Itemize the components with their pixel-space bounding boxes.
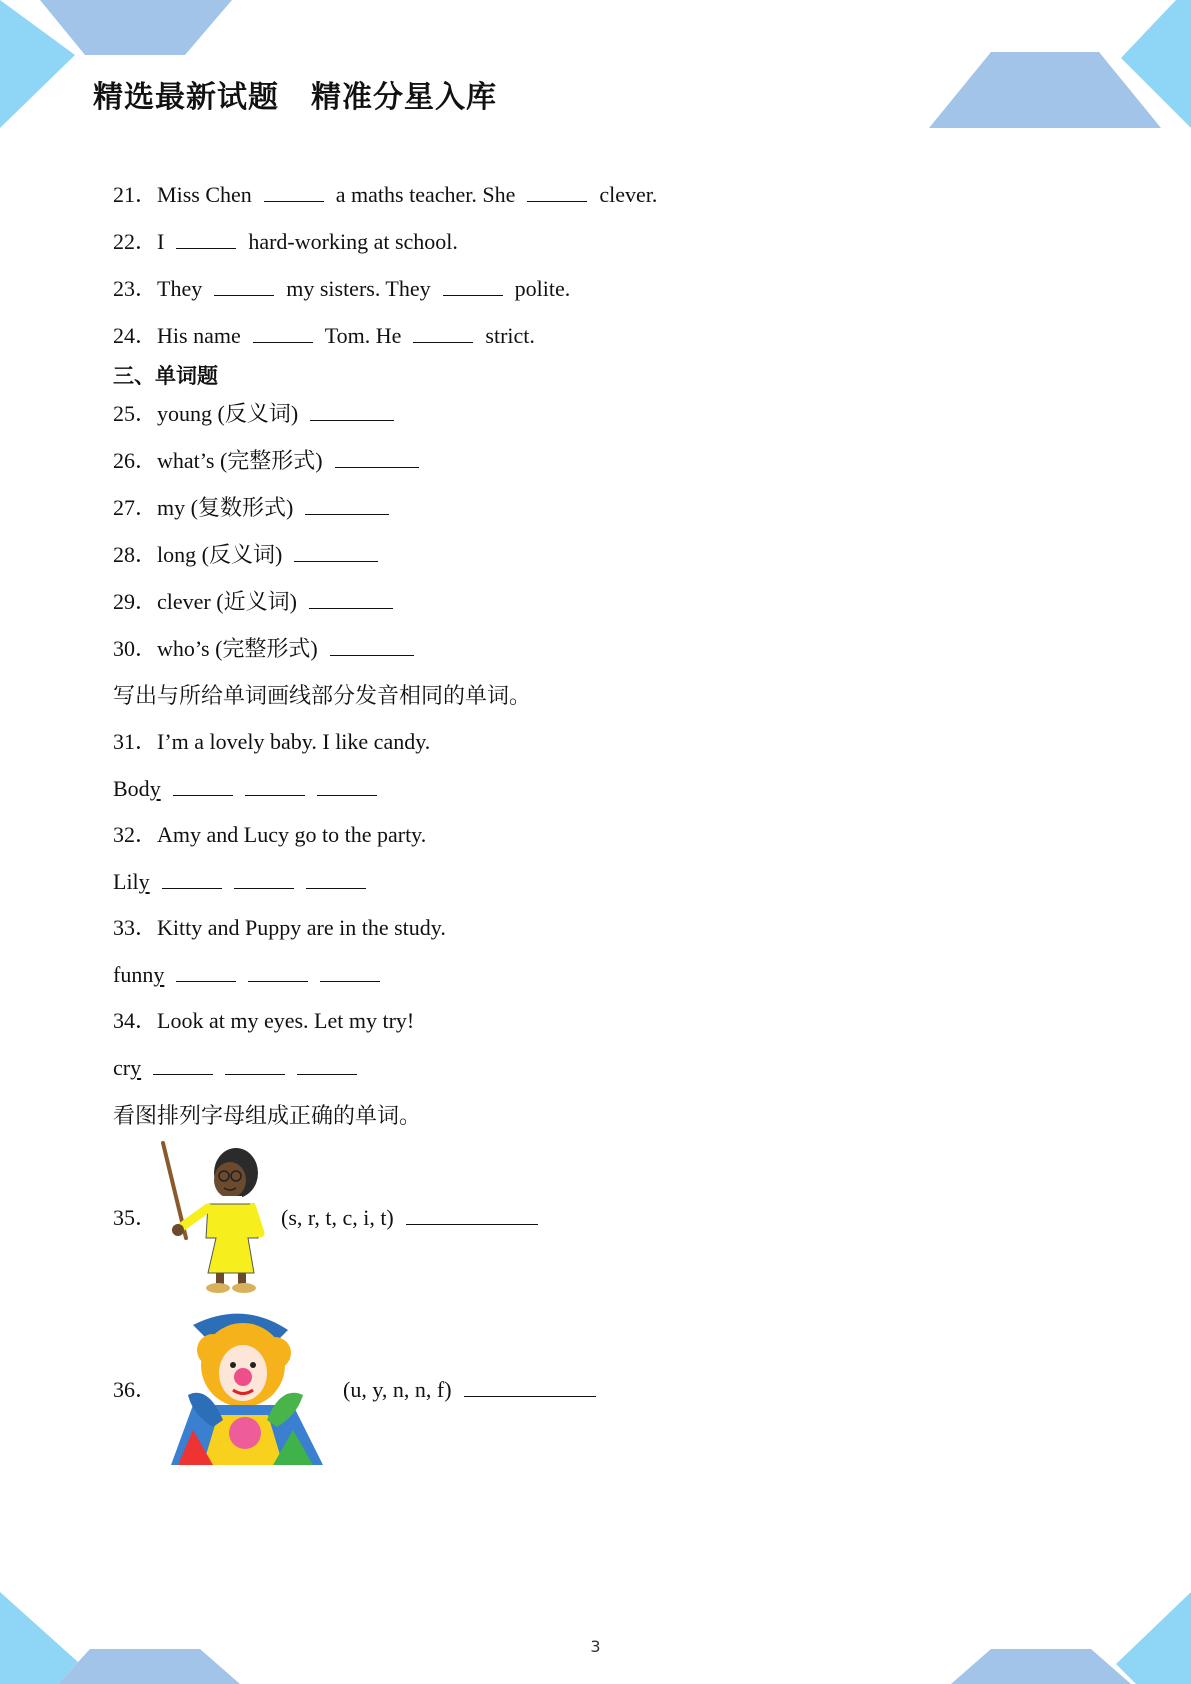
question-28: 28．long (反义词) bbox=[113, 541, 390, 569]
question-32: 32．Amy and Lucy go to the party. bbox=[113, 822, 427, 847]
clown-picture bbox=[163, 1305, 328, 1470]
answer-blank[interactable] bbox=[309, 588, 393, 609]
answer-blank[interactable] bbox=[234, 868, 294, 889]
answer-blank[interactable] bbox=[413, 322, 473, 343]
answer-blank[interactable] bbox=[176, 961, 236, 982]
question-23: 23．They my sisters. They polite. bbox=[113, 276, 571, 301]
corner-decoration-top-right bbox=[921, 0, 1191, 130]
answer-blank[interactable] bbox=[305, 494, 389, 515]
given-word: Body bbox=[113, 776, 161, 801]
corner-decoration-bottom-right bbox=[931, 1544, 1191, 1684]
question-26: 26．what’s (完整形式) bbox=[113, 447, 431, 475]
question-35-letters: (s, r, t, c, i, t) bbox=[281, 1204, 550, 1232]
answer-blank[interactable] bbox=[294, 541, 378, 562]
question-21: 21．Miss Chen a maths teacher. She clever. bbox=[113, 182, 658, 207]
question-22: 22．I hard-working at school. bbox=[113, 229, 458, 254]
answer-blank[interactable] bbox=[264, 181, 324, 202]
question-34: 34．Look at my eyes. Let my try! bbox=[113, 1008, 415, 1033]
header-title-part2: 精准分星入库 bbox=[311, 80, 497, 115]
word-row-31 bbox=[113, 775, 389, 803]
word-row-33 bbox=[113, 961, 392, 989]
answer-blank[interactable] bbox=[527, 181, 587, 202]
given-word: cry bbox=[113, 1055, 142, 1080]
question-33: 33．Kitty and Puppy are in the study. bbox=[113, 915, 446, 940]
answer-blank[interactable] bbox=[330, 635, 414, 656]
question-36-letters: (u, y, n, n, f) bbox=[343, 1376, 608, 1404]
header-title bbox=[93, 72, 497, 116]
question-36-number: 36． bbox=[113, 1377, 158, 1402]
instruction-phonics: 写出与所给单词画线部分发音相同的单词。 bbox=[113, 684, 532, 709]
question-24: 24．His name Tom. He strict. bbox=[113, 323, 535, 348]
answer-blank[interactable] bbox=[310, 400, 394, 421]
question-31: 31．I’m a lovely baby. I like candy. bbox=[113, 729, 431, 754]
answer-blank[interactable] bbox=[443, 275, 503, 296]
answer-blank[interactable] bbox=[214, 275, 274, 296]
answer-blank[interactable] bbox=[406, 1204, 538, 1225]
given-word: Lily bbox=[113, 869, 150, 894]
question-27: 27．my (复数形式) bbox=[113, 494, 401, 522]
word-row-34 bbox=[113, 1054, 369, 1082]
question-29: 29．clever (近义词) bbox=[113, 588, 405, 616]
instruction-letters: 看图排列字母组成正确的单词。 bbox=[113, 1104, 422, 1129]
answer-blank[interactable] bbox=[153, 1054, 213, 1075]
teacher-pointer-picture bbox=[158, 1138, 273, 1293]
question-30: 30．who’s (完整形式) bbox=[113, 635, 426, 663]
answer-blank[interactable] bbox=[320, 961, 380, 982]
answer-blank[interactable] bbox=[335, 447, 419, 468]
question-25: 25．young (反义词) bbox=[113, 400, 406, 428]
answer-blank[interactable] bbox=[162, 868, 222, 889]
answer-blank[interactable] bbox=[176, 228, 236, 249]
answer-blank[interactable] bbox=[306, 868, 366, 889]
answer-blank[interactable] bbox=[245, 775, 305, 796]
question-35-number: 35． bbox=[113, 1205, 158, 1230]
answer-blank[interactable] bbox=[317, 775, 377, 796]
section-title: 三、单词题 bbox=[113, 364, 218, 388]
word-row-32 bbox=[113, 868, 378, 896]
answer-blank[interactable] bbox=[253, 322, 313, 343]
page-number: 3 bbox=[590, 1637, 601, 1656]
given-word: funny bbox=[113, 962, 165, 987]
answer-blank[interactable] bbox=[464, 1376, 596, 1397]
corner-decoration-bottom-left bbox=[0, 1544, 250, 1684]
answer-blank[interactable] bbox=[225, 1054, 285, 1075]
answer-blank[interactable] bbox=[248, 961, 308, 982]
answer-blank[interactable] bbox=[297, 1054, 357, 1075]
header-title-part1: 精选最新试题 bbox=[93, 80, 279, 115]
answer-blank[interactable] bbox=[173, 775, 233, 796]
